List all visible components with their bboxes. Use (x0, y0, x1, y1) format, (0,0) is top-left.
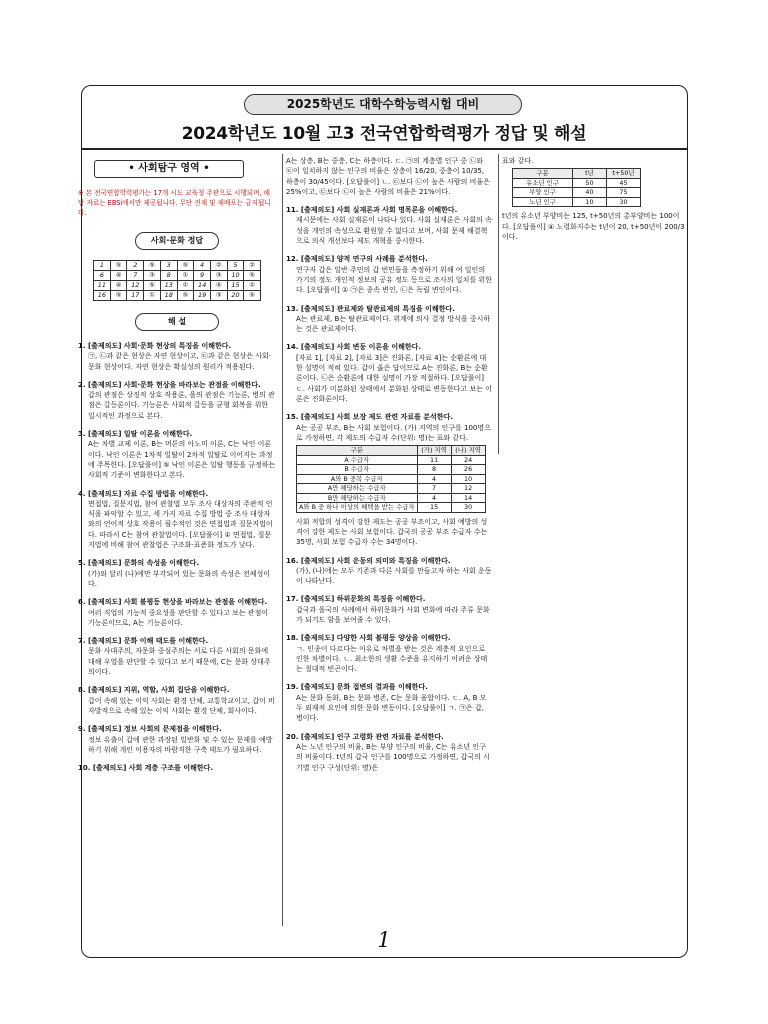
question-number: 15 (227, 281, 244, 291)
explanation-body: (가), (나)에는 모두 기존과 다른 사회를 만들고자 하는 사회 운동이 나타난다. (296, 566, 492, 586)
table-cell: 45 (607, 178, 641, 188)
explanation-item (286, 594, 492, 625)
question-number: 3 (160, 261, 177, 271)
answer-mark: ④ (110, 271, 127, 281)
explanation-heading: 11. [출제의도] 사회 실재론과 사회 명목론을 이해한다. (286, 206, 458, 215)
table-cell: 75 (607, 188, 641, 198)
table-header: 구분 (297, 446, 418, 456)
question-number: 13 (160, 281, 177, 291)
table-row (297, 503, 486, 513)
table-cell: 부양 인구 (513, 188, 573, 198)
answer-mark: ⑤ (144, 281, 161, 291)
explanation-heading: 9. [출제의도] 정보 사회의 문제점을 이해한다. (78, 725, 222, 734)
explanation-item (78, 597, 276, 628)
answer-mark: ⑤ (244, 271, 261, 281)
explanation-body: 갑이 속해 있는 이익 사회는 환경 단체, 교통학교이고, 갑이 비자발적으로 속해 있는 이익 사회는 환경 단체, 회사이다. (88, 696, 275, 715)
table-cell: 12 (451, 484, 485, 494)
table-cell: 26 (451, 465, 485, 475)
explanation-item (78, 763, 276, 773)
table-cell: 30 (607, 197, 641, 207)
explanation-heading: 5. [출제의도] 문화의 속성을 이해한다. (78, 559, 200, 568)
explanation-heading: 2. [출제의도] 사회·문화 현상을 바라보는 관점을 이해한다. (78, 380, 261, 389)
exam-subtitle: 2025학년도 대학수학능력시험 대비 (244, 94, 522, 115)
question-number: 17 (127, 291, 144, 301)
column-1 (78, 156, 276, 781)
table-cell: B 수급자 (297, 465, 418, 475)
question-number: 7 (127, 271, 144, 281)
answer-mark: ② (211, 261, 228, 271)
explanation-body: 갑의 관점은 상징적 상호 작용론, 을의 관점은 기능론, 병의 관점은 갈등론이다. 기능론은 사회적 갈등을 균형 회복을 위한 일시적인 과정으로 본다. (88, 391, 275, 420)
question-number: 4 (194, 261, 211, 271)
question-number: 5 (227, 261, 244, 271)
column-divider-2 (498, 154, 499, 454)
explanation-item (286, 304, 492, 335)
answer-mark: ④ (110, 281, 127, 291)
table-cell: 8 (417, 465, 451, 475)
explanation-body: 제시문에는 사회 실재론이 나타나 있다. 사회 실재론은 사회의 속성을 개인의 속성으로 환원할 수 없다고 보며, 사회 문제 해결책으로 의식 개선보다 제도 개혁을 중시한다. (296, 216, 492, 246)
q20-continuation: 표와 같다. (502, 157, 534, 165)
explanation-heading: 13. [출제의도] 관료제와 탈관료제의 특징을 이해한다. (286, 304, 455, 313)
table-cell: A와 B 중 하나 이상의 혜택을 받는 수급자 (297, 503, 418, 513)
question-number: 14 (194, 281, 211, 291)
table-cell: 24 (451, 455, 485, 465)
column-divider-1 (282, 154, 283, 926)
table-cell: 4 (417, 474, 451, 484)
answer-mark: ⑤ (110, 261, 127, 271)
answer-mark: ① (177, 281, 194, 291)
explanation-item (286, 205, 492, 246)
explanation-heading: 1. [출제의도] 사회·문화 현상의 특징을 이해한다. (78, 342, 232, 350)
title-divider (81, 148, 688, 150)
answers-label: 사회·문화 정답 (135, 232, 219, 250)
table-cell: B만 해당하는 수급자 (297, 493, 418, 503)
table-row (297, 493, 486, 503)
question-number: 6 (94, 271, 111, 281)
explanation-item (286, 682, 492, 723)
table-cell: 30 (451, 503, 485, 513)
answer-mark: ⑤ (110, 291, 127, 301)
question-number: 8 (160, 271, 177, 281)
answer-row (94, 281, 261, 291)
answer-mark: ③ (211, 271, 228, 281)
table-cell: 14 (451, 493, 485, 503)
table-row (297, 465, 486, 475)
explanation-item (286, 412, 492, 547)
table-cell: A와 B 중복 수급자 (297, 474, 418, 484)
answer-mark: ② (244, 261, 261, 271)
table-row (297, 455, 486, 465)
explanation-item (286, 342, 492, 404)
answer-mark: ① (177, 271, 194, 281)
answer-row (94, 261, 261, 271)
table-header: (나) 지역 (451, 446, 485, 456)
column-3 (502, 156, 688, 242)
explanation-item (286, 633, 492, 674)
answer-row (94, 271, 261, 281)
explanation-body: 갑국과 을국의 사례에서 하위문화가 사회 변화에 따라 주류 문화가 되기도 함을 보여줄 수 있다. (296, 605, 490, 624)
table-header: t+50년 (607, 169, 641, 179)
explanation-item (286, 556, 492, 587)
welfare-table (296, 445, 486, 513)
question-number: 9 (194, 271, 211, 281)
question-number: 19 (194, 291, 211, 301)
explanation-heading: 12. [출제의도] 양적 연구의 사례를 분석한다. (286, 255, 428, 264)
explanation-heading: 7. [출제의도] 문화 이해 태도를 이해한다. (78, 637, 209, 646)
explanation-list-1 (78, 341, 276, 773)
answer-mark: ⑤ (211, 281, 228, 291)
explanation-body: 정보 유출이 갑에 관한 과장된 일반화 및 수 있는 문제를 예방하기 위해 개인 이용자의 바람직한 구축 태도가 필요하다. (88, 735, 273, 754)
table-cell: 50 (573, 178, 607, 188)
table-cell: 노년 인구 (513, 197, 573, 207)
table-header: 구분 (513, 169, 573, 179)
explanation-item (78, 685, 276, 716)
answer-mark: ③ (211, 291, 228, 301)
explanation-item (78, 429, 276, 480)
explanation-heading: 6. [출제의도] 사회 불평등 현상을 바라보는 관점을 이해한다. (78, 598, 268, 607)
table-cell: A 수급자 (297, 455, 418, 465)
answer-mark: ⑤ (244, 291, 261, 301)
column-2 (286, 156, 492, 781)
explanation-heading: 15. [출제의도] 사회 보장 제도 관련 자료를 분석한다. (286, 413, 453, 422)
explanation-body: [자료 1], [자료 2], [자료 3]은 진화론, [자료 4]는 순환론에 대한 설명이 적혀 있다. 갑이 옳은 답이므로 A는 진화론, B는 순환론이다. ㉡은 순환론에 대한 설명이 가장 적절하다. [오답풀이] ㄷ. 사회가 미분화된 상태에서 분화된 상태로 변동한다고 보는 이론은 진화론이다. (296, 353, 492, 403)
question-number: 16 (94, 291, 111, 301)
table-row (297, 484, 486, 494)
explanation-heading: 20. [출제의도] 인구 고령화 관련 자료를 분석한다. (286, 732, 444, 741)
explanation-heading: 19. [출제의도] 문화 접변의 결과를 이해한다. (286, 683, 428, 692)
explanation-item (78, 380, 276, 421)
question-number: 18 (160, 291, 177, 301)
explanation-heading: 4. [출제의도] 자료 수집 방법을 이해한다. (78, 489, 209, 498)
explanation-body: ㉠, ㉡과 같은 현상은 자연 현상이고, ㉢과 같은 현상은 사회·문화 현상이다. 자연 현상은 확실성의 원리가 적용된다. (88, 352, 271, 371)
table-header: t년 (573, 169, 607, 179)
explanation-heading: 14. [출제의도] 사회 변동 이론을 이해한다. (286, 343, 422, 352)
answer-mark: ③ (144, 271, 161, 281)
answer-mark: ① (144, 291, 161, 301)
table-cell: 11 (417, 455, 451, 465)
explanation-item (78, 724, 276, 755)
table-cell: 15 (417, 503, 451, 513)
explanation-body: (가)와 달리 (나)에만 부각되어 있는 문화의 속성은 전체성이다. (88, 569, 271, 588)
explanation-item (286, 254, 492, 295)
explanation-item (78, 341, 276, 372)
explanation-body: A는 노년 인구의 비율, B는 부양 인구의 비율, C는 유소년 인구의 비율이다. t년의 갑국 인구를 100명으로 가정하면, 갑국의 시기별 인구 구성(단위: 명)은 (296, 742, 490, 772)
explanation-heading: 16. [출제의도] 사회 운동의 의미와 특징을 이해한다. (286, 556, 451, 565)
explanation-item (78, 489, 276, 551)
table-cell: A만 해당하는 수급자 (297, 484, 418, 494)
table-cell: 40 (573, 188, 607, 198)
table-cell: 10 (573, 197, 607, 207)
explanation-body: A는 공공 부조, B는 사회 보험이다. (가) 지역의 인구를 100명으로 가정하면, 각 제도의 수급자 수(단위: 명)는 표와 같다. (296, 423, 491, 442)
table-row (297, 474, 486, 484)
explanation-item (78, 558, 276, 589)
explanation-label: 해 설 (135, 313, 219, 331)
answer-mark: ⑤ (177, 291, 194, 301)
table-cell: 유소년 인구 (513, 178, 573, 188)
explanation-list-2 (286, 205, 492, 773)
q15-explanation: 사회 적합의 성격이 강한 제도는 공공 부조이고, 사회 예방의 성격이 강한 제도는 사회 보험이다. 갑국의 공공 부조 수급자 수는 35명, 사회 보험 수급자 수는 34명이다. (296, 517, 488, 547)
explanation-item (78, 636, 276, 677)
explanation-body: A는 관료제, B는 탈관료제이다. 위계에 의사 결정 방식을 중시하는 것은 관료제이다. (296, 314, 491, 334)
question-number: 12 (127, 281, 144, 291)
explanation-body: 면접법, 질문지법, 참여 관찰법 모두 조사 대상자의 주관적 인식을 파악할 수 있고, 세 가지 자료 수집 방법 중 조사 대상자와의 언어적 상호 작용이 필수적인 것은 면접법과 질문지법이다. 따라서 C는 참여 관찰법이다. [오답풀이] ① 면접법, 질문지법에 비해 참여 관찰법은 구조화·표준화 정도가 낮다. (88, 499, 273, 550)
answer-mark: ⑤ (144, 261, 161, 271)
question-number: 20 (227, 291, 244, 301)
explanation-body: A는 차별 교제 이론, B는 머튼의 아노미 이론, C는 낙인 이론이다. 낙인 이론은 1차적 일탈이 2차적 일탈로 이어지는 과정에 주목한다. [오답풀이] ⑤ 낙인 이론은 일탈 행동을 규정하는 사회적 기준이 변화한다고 본다. (88, 440, 276, 480)
page-number: 1 (377, 928, 391, 952)
question-number: 11 (94, 281, 111, 291)
table-header: (가) 지역 (417, 446, 451, 456)
explanation-heading: 3. [출제의도] 일탈 이론을 이해한다. (78, 430, 193, 439)
population-table (512, 168, 641, 207)
table-row (513, 197, 641, 207)
explanation-body: 여러 직업의 기능적 중요성을 판단할 수 있다고 보는 관점이 기능론이므로, A는 기능론이다. (88, 608, 269, 627)
explanation-item (286, 732, 492, 773)
explanation-heading: 10. [출제의도] 사회 계층 구조를 이해한다. (78, 764, 214, 773)
copyright-notice: ※ 본 전국연합학력평가는 17개 시도 교육청 주관으로 시행되며, 해당 자료는 EBSi에서만 제공됩니다. 무단 전재 및 재배포는 금지됩니다. (78, 189, 271, 217)
explanation-body: ㄱ. 인종이 다르다는 이유로 차별을 받는 것은 계층적 요인으로 인한 차별이다. ㄴ. 최소한의 생활 수준을 유지하기 어려운 상태는 절대적 빈곤이다. (296, 644, 488, 674)
question-number: 1 (94, 261, 111, 271)
table-cell: 7 (417, 484, 451, 494)
explanation-heading: 18. [출제의도] 다양한 사회 불평등 양상을 이해한다. (286, 634, 451, 643)
q20-explanation: t년의 유소년 부양비는 125, t+50년의 총부양비는 100이다. [오답풀이] ④ 노령화지수는 t년이 20, t+50년이 200/3이다. (502, 212, 685, 241)
explanation-heading: 17. [출제의도] 하위문화의 특징을 이해한다. (286, 595, 426, 604)
page-title: 2024학년도 10월 고3 전국연합학력평가 정답 및 해설 (181, 124, 587, 144)
explanation-body: 연구자 갑은 일반 주민의 갑 빈민들을 측정하기 위해 여 일인의 가기의 정도 개인적 정보의 공유 정도 등으로 조사의 일치를 위한다. [오답풀이] ① ㉠은 종속 변인, ㉡은 독립 변인이다. (296, 265, 492, 295)
answer-mark: ① (244, 281, 261, 291)
answer-table (93, 260, 261, 301)
explanation-body: 문화 사대주의, 자문화 중심주의는 서로 다른 사회의 문화에 대해 우열을 판단할 수 있다고 보기 때문에, C는 문화 상대주의이다. (88, 647, 271, 677)
explanation-heading: 8. [출제의도] 지위, 역할, 사회 집단을 이해한다. (78, 686, 230, 695)
answer-mark: ⑤ (177, 261, 194, 271)
section-title: • 사회탐구 영역 • (94, 160, 244, 178)
explanation-body: A는 문화 동화, B는 문화 병존, C는 문화 융합이다. ㄷ. A, B 모두 외재적 요인에 의한 문화 변동이다. [오답풀이] ㄱ. ㉠은 갑, 병이다. (296, 693, 487, 723)
table-row (513, 188, 641, 198)
q10-continuation: A는 상층, B는 중층, C는 하층이다. ㄷ. ㉠의 계층별 인구 중 ㉡와 ㉢이 일치하지 않는 인구의 비율은 상층이 16/20, 중층이 10/35, 하층이 30/45이다. [오답풀이] ㄴ. ㉢보다 ㉡이 높은 사람의 비율은 25%이고, ㉢보다 ㉡이 높은 사람의 비율은 21%이다. (286, 157, 490, 196)
table-row (513, 178, 641, 188)
answer-row (94, 291, 261, 301)
question-number: 10 (227, 271, 244, 281)
table-cell: 10 (451, 474, 485, 484)
table-cell: 4 (417, 493, 451, 503)
question-number: 2 (127, 261, 144, 271)
